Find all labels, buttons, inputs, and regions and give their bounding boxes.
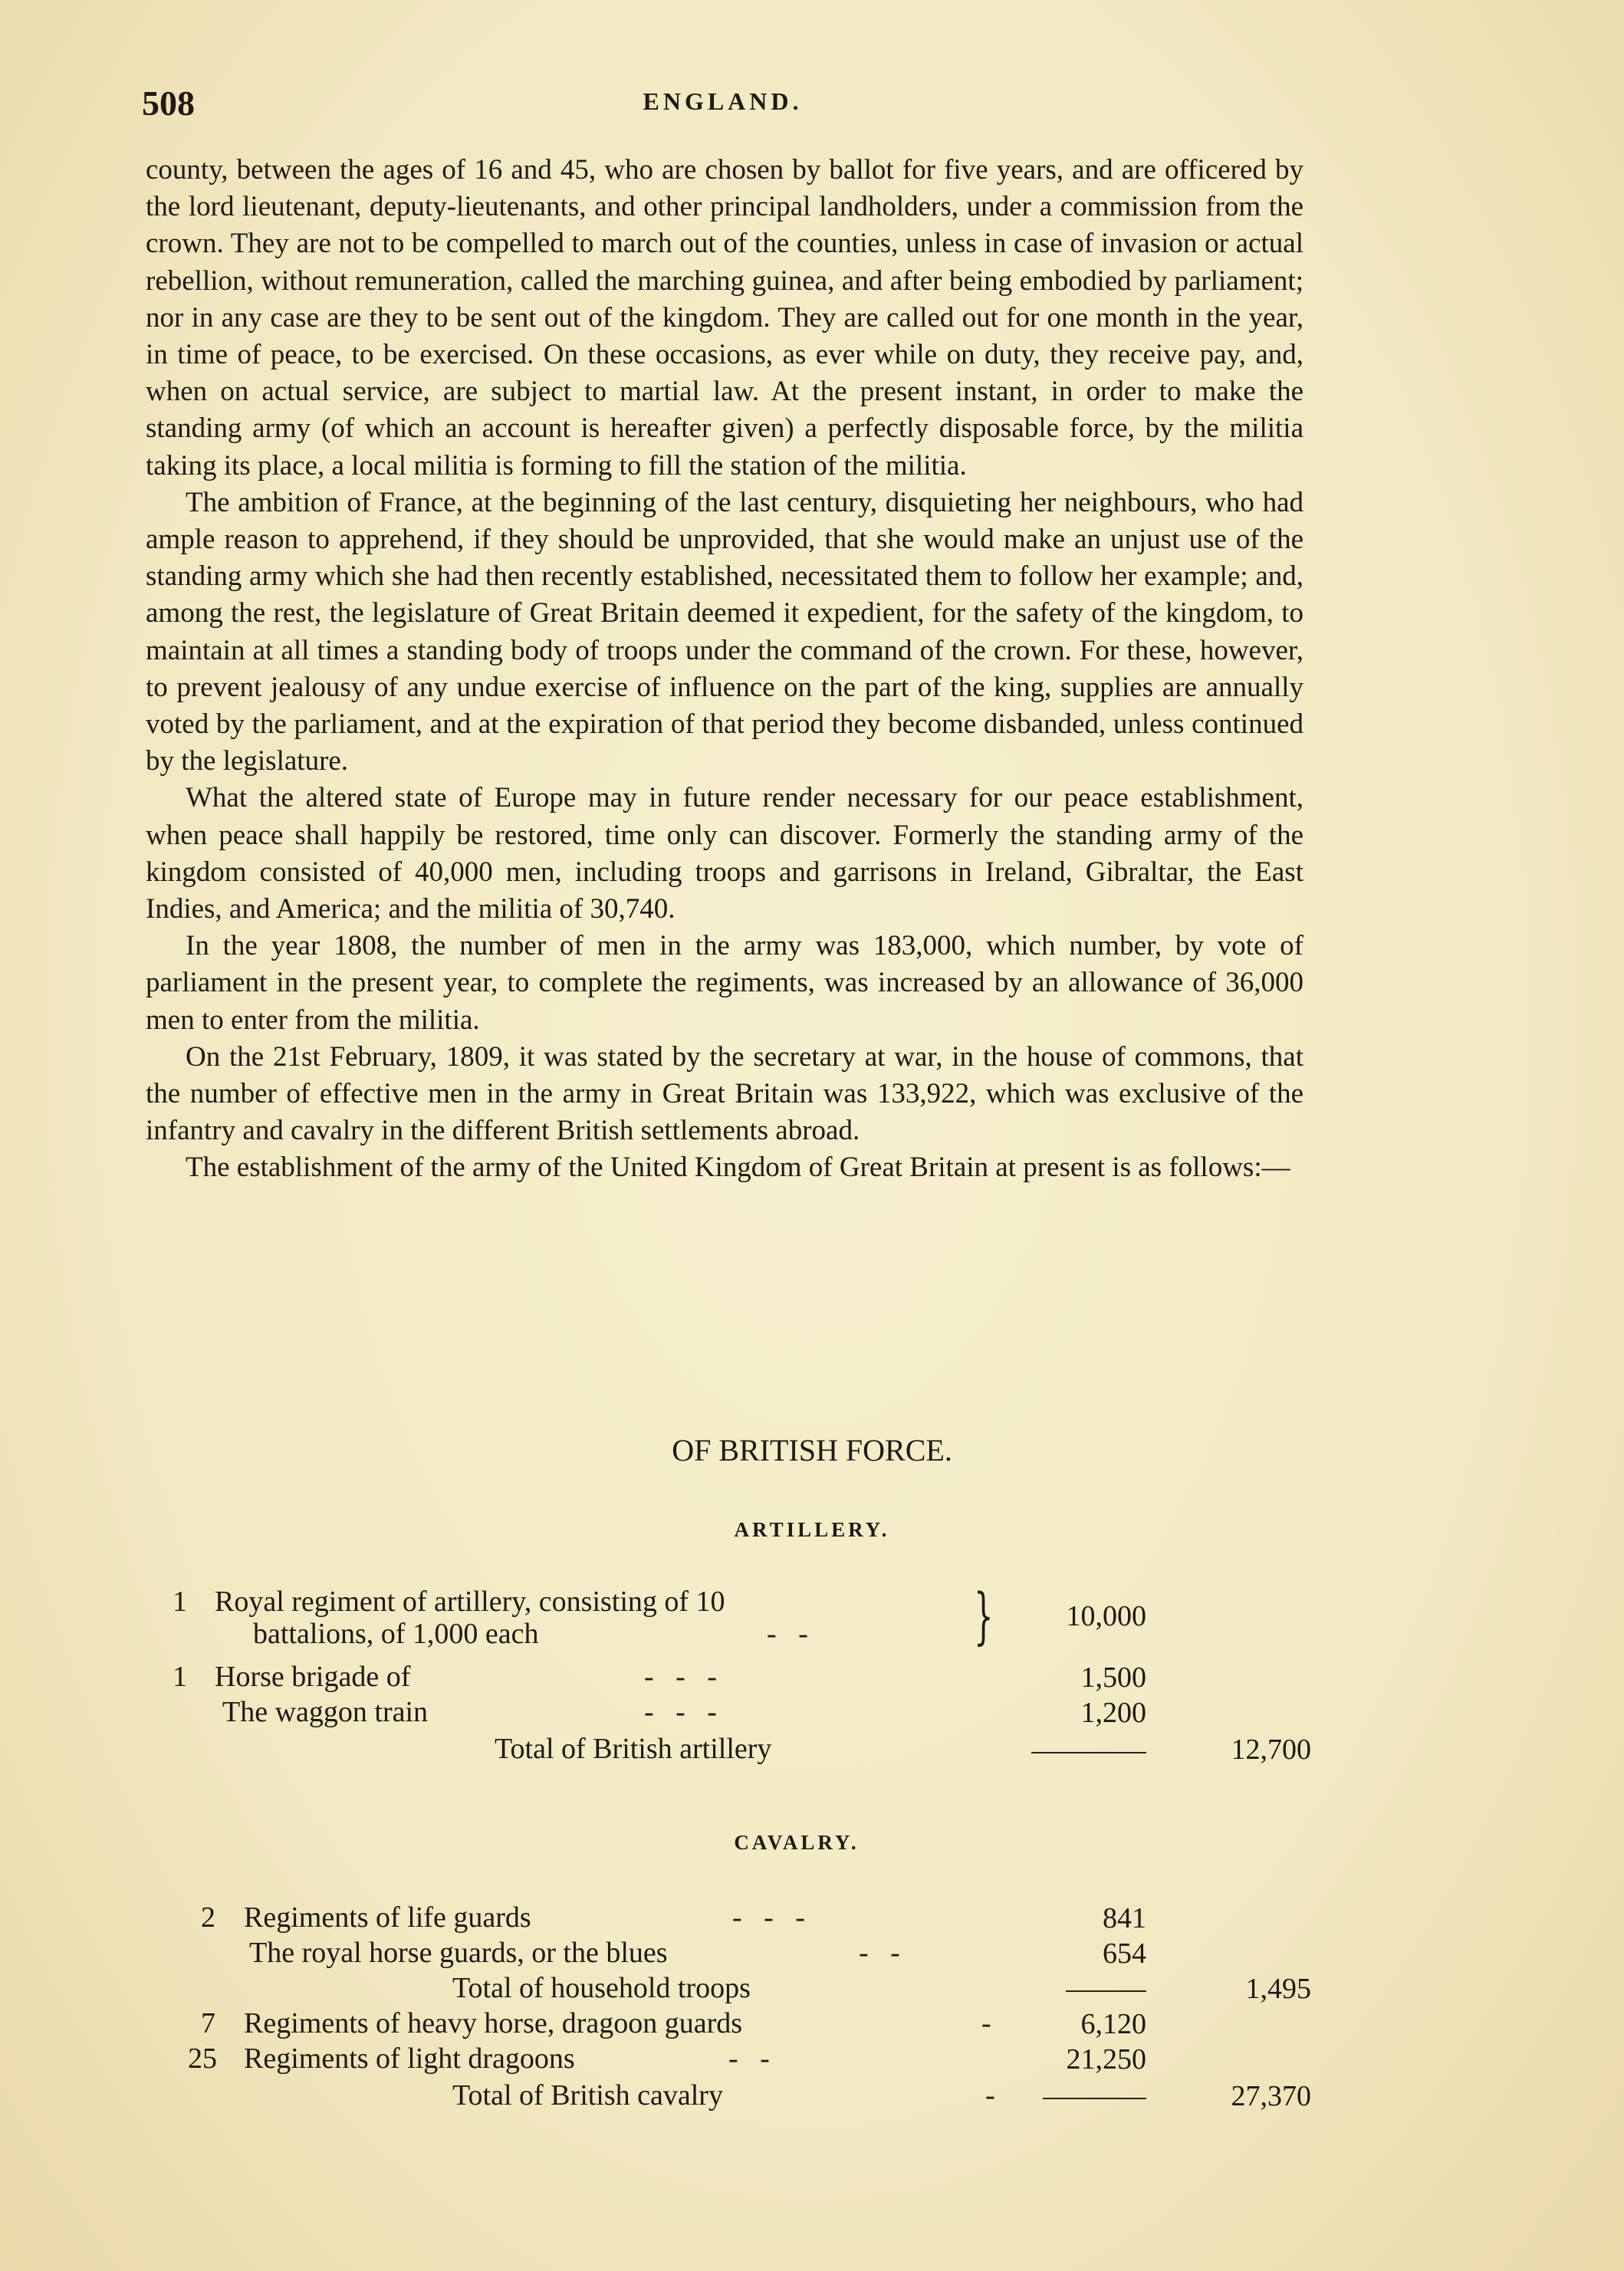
total-rule [1031, 1752, 1146, 1753]
cavalry-heading: CAVALRY. [734, 1831, 860, 1854]
total-rule [1066, 1990, 1146, 1992]
cavalry-row-value: 841 [1103, 1902, 1146, 1934]
cavalry-row-label: Regiments of heavy horse, dragoon guards [244, 2007, 743, 2039]
cavalry-row-value: 6,120 [1080, 2008, 1146, 2040]
leader-dashes: - [985, 2079, 995, 2112]
paragraph: The establishment of the army of the United Kingdom of Great Britain at present is as follows:— [186, 1152, 1290, 1184]
artillery-heading: ARTILLERY. [734, 1518, 890, 1541]
brace-icon: } [974, 1580, 994, 1651]
leader-dashes: - - - [644, 1661, 717, 1693]
leader-dashes: - - - [732, 1901, 805, 1934]
cavalry-subtotal-label: Total of household troops [452, 1972, 751, 2004]
artillery-row-value: 1,500 [1080, 1661, 1146, 1694]
leader-dashes: - - [728, 2043, 770, 2075]
artillery-row-label: The waggon train [222, 1696, 429, 1728]
cavalry-row-label: The royal horse guards, or the blues [249, 1937, 668, 1969]
leader-dashes: - - [859, 1937, 900, 1969]
cavalry-total-label: Total of British cavalry [452, 2079, 723, 2112]
cavalry-total-value: 27,370 [1231, 2080, 1311, 2112]
leader-dashes: - - [767, 1618, 808, 1650]
cavalry-row-count: 25 [188, 2043, 217, 2075]
artillery-row-label-continued: battalions, of 1,000 each [253, 1618, 539, 1650]
cavalry-row-count: 7 [201, 2007, 215, 2039]
artillery-row-count: 1 [173, 1586, 187, 1618]
artillery-row-count: 1 [173, 1661, 187, 1693]
leader-dashes: - - - [644, 1696, 717, 1728]
artillery-row-value: 1,200 [1080, 1697, 1146, 1729]
cavalry-row-count: 2 [201, 1901, 215, 1934]
body-text [146, 152, 1303, 1187]
page-number: 508 [142, 84, 195, 123]
paragraph: The ambition of France, at the beginning of the last century, disquieting her neighbours, who had ample reason to apprehend, if they should be unprovided, that she would make an unjust use of the standing army which she had then recently established, necessitated them to follow her example; and, among the rest, the legislature of Great Britain deemed it expedient, for the safety of the kingdom, to maintain at all times a standing body of troops under the command of the crown. For these, however, to prevent jealousy of any undue exercise of influence on the part of the king, supplies are annually voted by the parliament, and at the expiration of that period they become disbanded, unless continued by the legislature. [146, 486, 1303, 777]
paragraph: In the year 1808, the number of men in the army was 183,000, which number, by vote of parliament in the present year, to complete the regiments, was increased by an allowance of 36,000 men to enter from the militia. [146, 930, 1303, 1036]
cavalry-row-label: Regiments of light dragoons [244, 2043, 575, 2075]
artillery-total-label: Total of British artillery [495, 1733, 772, 1765]
cavalry-row-value: 654 [1103, 1937, 1146, 1970]
page-header [142, 83, 1303, 129]
paragraph: county, between the ages of 16 and 45, who are chosen by ballot for five years, and are officered by the lord lieutenant, deputy-lieutenants, and other principal landholders, under a commission from the crown. They are not to be compelled to march out of the counties, unless in case of invasion or actual rebellion, without remuneration, called the marching guinea, and after being embodied by parliament; nor in any case are they to be sent out of the kingdom. They are called out for one month in the year, in time of peace, to be exercised. On these occasions, as ever while on duty, they receive pay, and, when on actual service, are subject to martial law. At the present instant, in order to make the standing army (of which an account is hereafter given) a perfectly disposable force, by the militia taking its place, a local militia is forming to fill the station of the militia. [146, 154, 1303, 481]
leader-dashes: - [981, 2007, 991, 2039]
total-rule [1043, 2098, 1146, 2099]
cavalry-row-label: Regiments of life guards [244, 1901, 531, 1934]
running-head: ENGLAND. [643, 87, 803, 115]
paragraph: What the altered state of Europe may in future render necessary for our peace establishment, when peace shall happily be restored, time only can discover. Formerly the standing army of the kingdom consisted of 40,000 men, including troops and garrisons in Ireland, Gibraltar, the East Indies, and America; and the militia of 30,740. [146, 782, 1303, 925]
artillery-total-value: 12,700 [1231, 1734, 1311, 1766]
paragraph: On the 21st February, 1809, it was stated by the secretary at war, in the house of commons, that the number of effective men in the army in Great Britain was 133,922, which was exclusive of the infantry and cavalry in the different British settlements abroad. [146, 1040, 1303, 1147]
section-title: OF BRITISH FORCE. [672, 1433, 952, 1467]
cavalry-row-value: 21,250 [1066, 2043, 1146, 2075]
cavalry-subtotal-value: 1,495 [1245, 1973, 1311, 2005]
artillery-row-label: Horse brigade of [215, 1661, 411, 1693]
artillery-row-label: Royal regiment of artillery, consisting of 10 [215, 1586, 725, 1618]
artillery-row-value: 10,000 [1066, 1600, 1146, 1632]
